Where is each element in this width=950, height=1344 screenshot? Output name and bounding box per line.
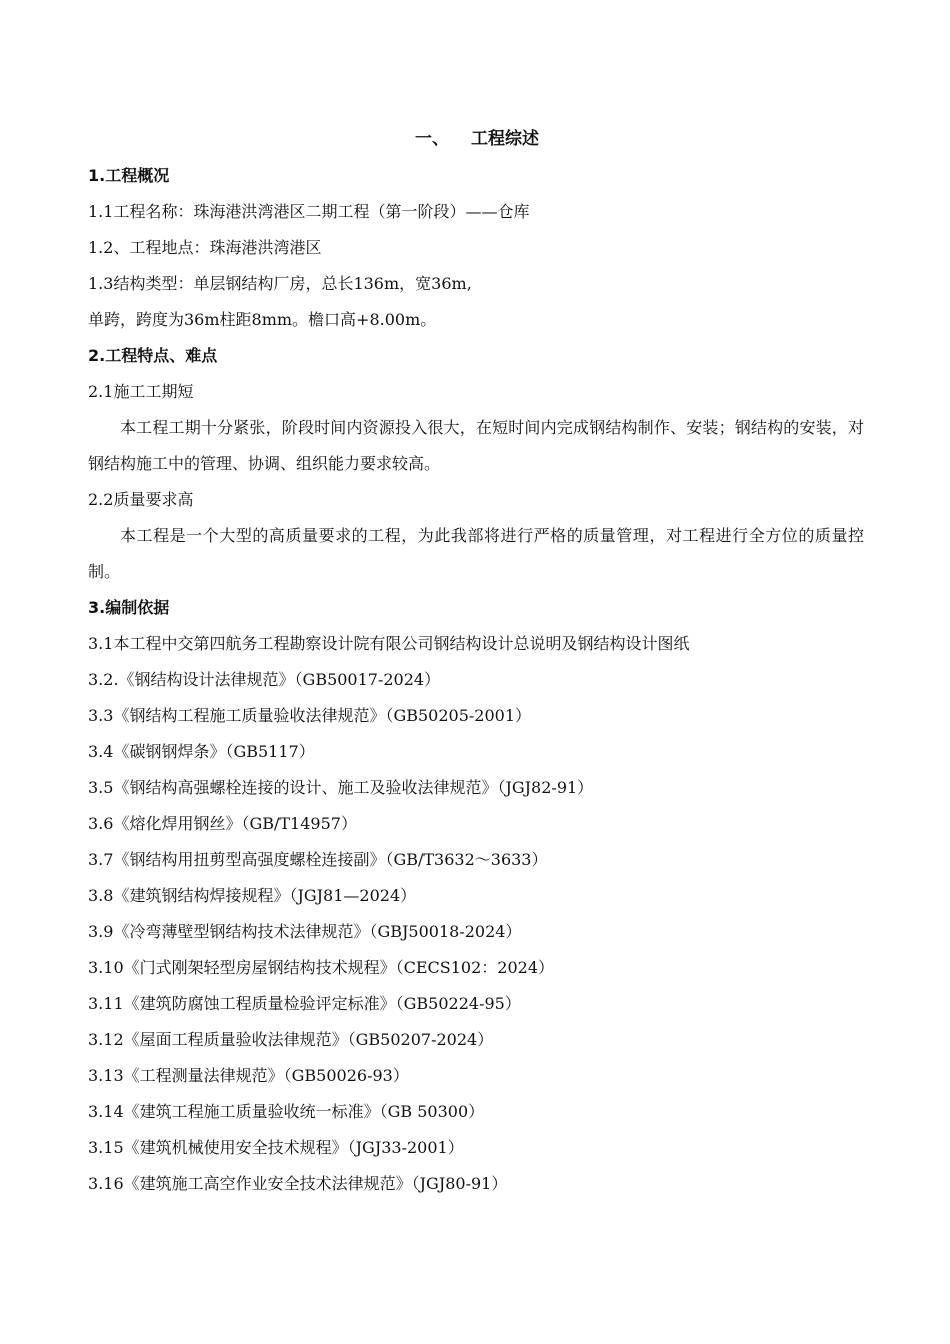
basis-item: 3.3《钢结构工程施工质量验收法律规范》（GB50205-2001） xyxy=(88,706,532,725)
overview-line-location: 1.2、工程地点：珠海港洪湾港区 xyxy=(88,238,322,257)
basis-item: 3.4《碳钢钢焊条》（GB5117） xyxy=(88,742,315,761)
paragraph-quality: 本工程是一个大型的高质量要求的工程，为此我部将进行严格的质量管理，对工程进行全方位的质量控制。 xyxy=(88,526,864,581)
basis-item: 3.14《建筑工程施工质量验收统一标准》（GB 50300） xyxy=(88,1102,485,1121)
basis-item: 3.5《钢结构高强螺栓连接的设计、施工及验收法律规范》（JGJ82-91） xyxy=(88,778,594,797)
basis-item: 3.1本工程中交第四航务工程勘察设计院有限公司钢结构设计总说明及钢结构设计图纸 xyxy=(88,634,690,653)
basis-item: 3.12《屋面工程质量验收法律规范》（GB50207-2024） xyxy=(88,1030,494,1049)
document-body xyxy=(88,124,864,1202)
basis-item: 3.11《建筑防腐蚀工程质量检验评定标准》（GB50224-95） xyxy=(88,994,521,1013)
basis-item: 3.7《钢结构用扭剪型高强度螺栓连接副》（GB/T3632～3633） xyxy=(88,850,548,869)
basis-item: 3.10《门式刚架轻型房屋钢结构技术规程》（CECS102：2024） xyxy=(88,958,555,977)
basis-item: 3.6《熔化焊用钢丝》（GB/T14957） xyxy=(88,814,357,833)
section-heading-features: 2.工程特点、难点 xyxy=(88,346,218,365)
title-text: 工程综述 xyxy=(471,129,539,149)
subsection-title-schedule: 2.1施工工期短 xyxy=(88,382,194,401)
overview-line-name: 1.1工程名称：珠海港洪湾港区二期工程（第一阶段）——仓库 xyxy=(88,202,530,221)
basis-item: 3.16《建筑施工高空作业安全技术法律规范》（JGJ80-91） xyxy=(88,1174,508,1193)
subsection-title-quality: 2.2质量要求高 xyxy=(88,490,194,509)
paragraph-schedule: 本工程工期十分紧张，阶段时间内资源投入很大，在短时间内完成钢结构制作、安装；钢结构的安装，对钢结构施工中的管理、协调、组织能力要求较高。 xyxy=(88,418,864,473)
basis-item: 3.8《建筑钢结构焊接规程》（JGJ81—2024） xyxy=(88,886,417,905)
title-number: 一、 xyxy=(415,129,449,149)
page-title xyxy=(88,124,864,154)
overview-line-span: 单跨，跨度为36m柱距8mm。檐口高+8.00m。 xyxy=(88,310,437,329)
basis-item: 3.15《建筑机械使用安全技术规程》（JGJ33-2001） xyxy=(88,1138,464,1157)
section-heading-overview: 1.工程概况 xyxy=(88,166,170,185)
basis-item: 3.9《冷弯薄壁型钢结构技术法律规范》（GBJ50018-2024） xyxy=(88,922,522,941)
section-heading-basis: 3.编制依据 xyxy=(88,598,170,617)
basis-item: 3.2.《钢结构设计法律规范》（GB50017-2024） xyxy=(88,670,441,689)
overview-line-structure: 1.3结构类型：单层钢结构厂房，总长136m，宽36m, xyxy=(88,274,472,293)
basis-item: 3.13《工程测量法律规范》（GB50026-93） xyxy=(88,1066,409,1085)
